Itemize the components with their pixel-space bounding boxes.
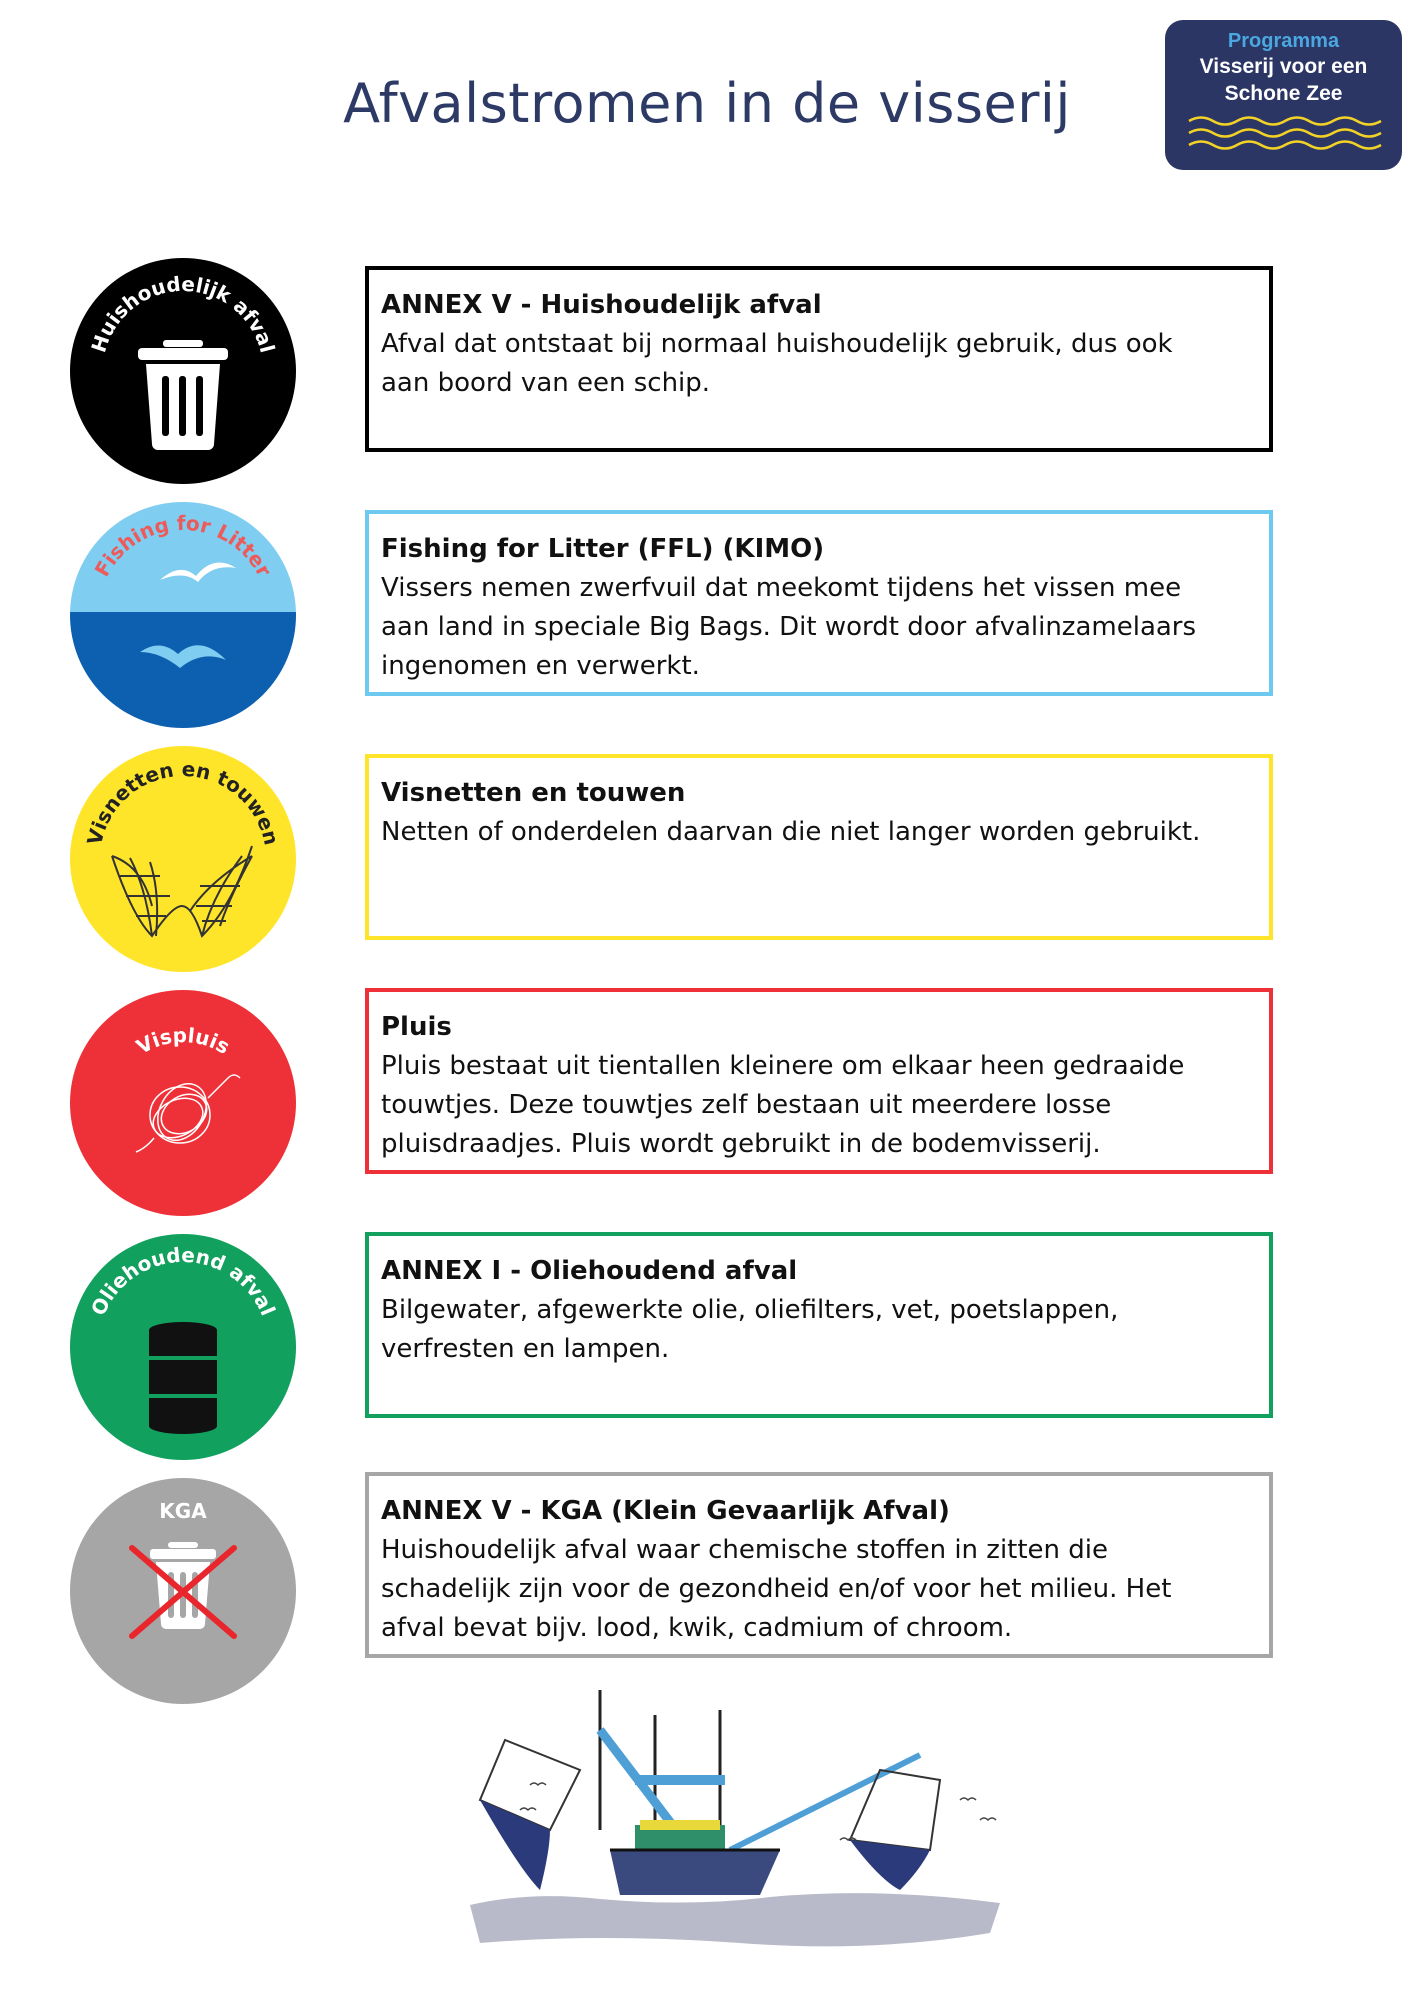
- stream-heading: Pluis: [381, 1012, 452, 1042]
- icon-label-ffl: Fishing for Litter: [89, 510, 277, 581]
- stream-description: Pluis bestaat uit tientallen kleinere om elkaar heen gedraaide touwtjes. Deze touwtjes zelf bestaan uit meerdere losse pluisdraadjes. Pluis wordt gebruikt in de bodemvisserij.: [381, 1051, 1185, 1159]
- fishing-for-litter-icon: [70, 502, 296, 728]
- icon-label-household: Huishoudelijk afval: [86, 271, 280, 356]
- stream-heading: Fishing for Litter (FFL) (KIMO): [381, 534, 825, 564]
- stream-card-fluff: [365, 988, 1273, 1174]
- fluff-icon: [70, 990, 296, 1216]
- stream-card-oil: [365, 1232, 1273, 1418]
- oil-barrel-icon: [149, 1322, 217, 1434]
- stream-card-kga: [365, 1472, 1273, 1658]
- nets-icon: [70, 746, 296, 972]
- waves-icon: [1184, 113, 1384, 153]
- icon-label-kga: KGA: [159, 1499, 207, 1523]
- kga-icon: [70, 1478, 296, 1704]
- stream-description: Bilgewater, afgewerkte olie, oliefilters, vet, poetslappen, verfresten en lampen.: [381, 1295, 1119, 1364]
- household-waste-icon: [70, 258, 296, 484]
- badge-line-1: Programma: [1227, 30, 1340, 52]
- stream-description: Huishoudelijk afval waar chemische stoffen in zitten die schadelijk zijn voor de gezondheid en/of voor het milieu. Het afval bevat bijv. lood, kwik, cadmium of chroom.: [381, 1535, 1172, 1643]
- seagull-flock-icon: [520, 1783, 996, 1840]
- stream-heading: Visnetten en touwen: [381, 778, 686, 808]
- stream-heading: ANNEX V - KGA (Klein Gevaarlijk Afval): [381, 1496, 950, 1526]
- icon-label-fluff: Vispluis: [132, 1022, 234, 1059]
- stream-description: Afval dat ontstaat bij normaal huishoudelijk gebruik, dus ook aan boord van een schip.: [381, 329, 1173, 398]
- program-badge: [1165, 20, 1402, 170]
- icon-label-oil: Oliehoudend afval: [85, 1242, 281, 1320]
- badge-line-3: Schone Zee: [1224, 82, 1343, 105]
- page-title: Afvalstromen in de visserij: [343, 72, 1071, 135]
- stream-description: Vissers nemen zwerfvuil dat meekomt tijdens het vissen mee aan land in speciale Big Bags. Dit wordt door afvalinzamelaars ingenomen en verwerkt.: [381, 573, 1197, 681]
- trash-bin-icon: [138, 340, 228, 450]
- stream-card-ffl: [365, 510, 1273, 696]
- oily-waste-icon: [70, 1234, 296, 1460]
- stream-card-household: [365, 266, 1273, 452]
- stream-description: Netten of onderdelen daarvan die niet langer worden gebruikt.: [381, 817, 1201, 847]
- badge-line-2: Visserij voor een: [1199, 55, 1368, 78]
- stream-card-nets: [365, 754, 1273, 940]
- stream-heading: ANNEX V - Huishoudelijk afval: [381, 290, 822, 320]
- fishing-boat-illustration: [460, 1680, 1020, 1980]
- icon-label-nets: Visnetten en touwen: [82, 756, 284, 848]
- stream-heading: ANNEX I - Oliehoudend afval: [381, 1256, 798, 1286]
